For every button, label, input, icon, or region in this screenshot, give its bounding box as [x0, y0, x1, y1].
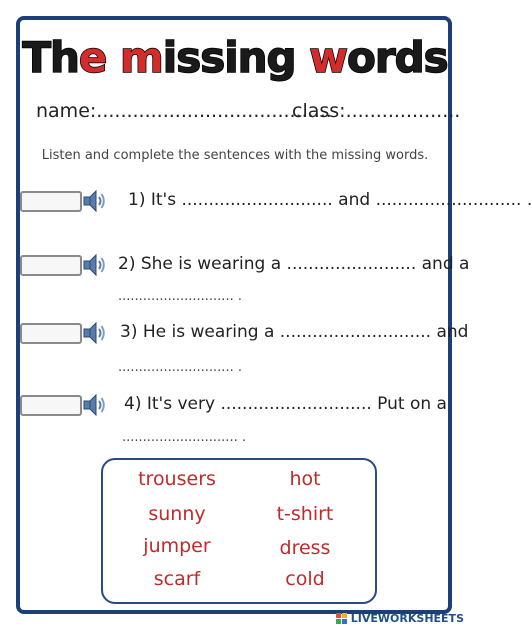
- speaker-icon[interactable]: [82, 252, 108, 278]
- sentence-2: 2) She is wearing a ........................ and a: [118, 254, 470, 274]
- sentence-4: 4) It's very ............................ Put on a: [124, 394, 447, 414]
- word-bank-item[interactable]: hot: [289, 468, 321, 490]
- audio-player-1[interactable]: [20, 188, 114, 214]
- liveworksheets-logo: [336, 612, 464, 625]
- audio-progress-bar[interactable]: [20, 255, 82, 276]
- title-part: e: [78, 33, 107, 82]
- sentence-3-continuation: ............................ .: [118, 360, 242, 375]
- instruction-text: Listen and complete the sentences with the missing words.: [41, 148, 429, 163]
- worksheet-title: [20, 34, 450, 82]
- audio-player-4[interactable]: [20, 392, 114, 418]
- word-bank-item[interactable]: jumper: [143, 535, 211, 557]
- sentence-1: 1) It's ............................ and ........................... .: [128, 190, 532, 210]
- title-part: Th: [22, 33, 79, 82]
- speaker-icon[interactable]: [82, 320, 108, 346]
- word-bank: [101, 458, 377, 604]
- audio-progress-bar[interactable]: [20, 323, 82, 344]
- sentence-3: 3) He is wearing a ............................ and: [120, 322, 469, 342]
- logo-icon: [336, 613, 348, 625]
- audio-progress-bar[interactable]: [20, 395, 82, 416]
- speaker-icon[interactable]: [82, 392, 108, 418]
- logo-text: LIVEWORKSHEETS: [350, 612, 464, 625]
- speaker-icon[interactable]: [82, 188, 108, 214]
- word-bank-item[interactable]: dress: [279, 537, 331, 559]
- audio-player-2[interactable]: [20, 252, 114, 278]
- word-bank-item[interactable]: sunny: [148, 503, 206, 525]
- sentence-2-continuation: ............................ .: [118, 289, 242, 304]
- title-part: m: [120, 33, 163, 82]
- title-part: w: [309, 33, 347, 82]
- title-part: ords: [347, 33, 448, 82]
- word-bank-item[interactable]: t-shirt: [276, 503, 334, 525]
- sentence-4-continuation: ............................ .: [122, 430, 246, 445]
- audio-progress-bar[interactable]: [20, 191, 82, 212]
- title-part: [106, 33, 120, 82]
- title-part: issing: [162, 33, 310, 82]
- word-bank-item[interactable]: scarf: [153, 568, 201, 590]
- name-field[interactable]: name:.......................................: [36, 100, 332, 122]
- word-bank-item[interactable]: cold: [285, 568, 325, 590]
- word-bank-item[interactable]: trousers: [138, 468, 216, 490]
- audio-player-3[interactable]: [20, 320, 114, 346]
- class-field[interactable]: class:...................: [292, 100, 461, 122]
